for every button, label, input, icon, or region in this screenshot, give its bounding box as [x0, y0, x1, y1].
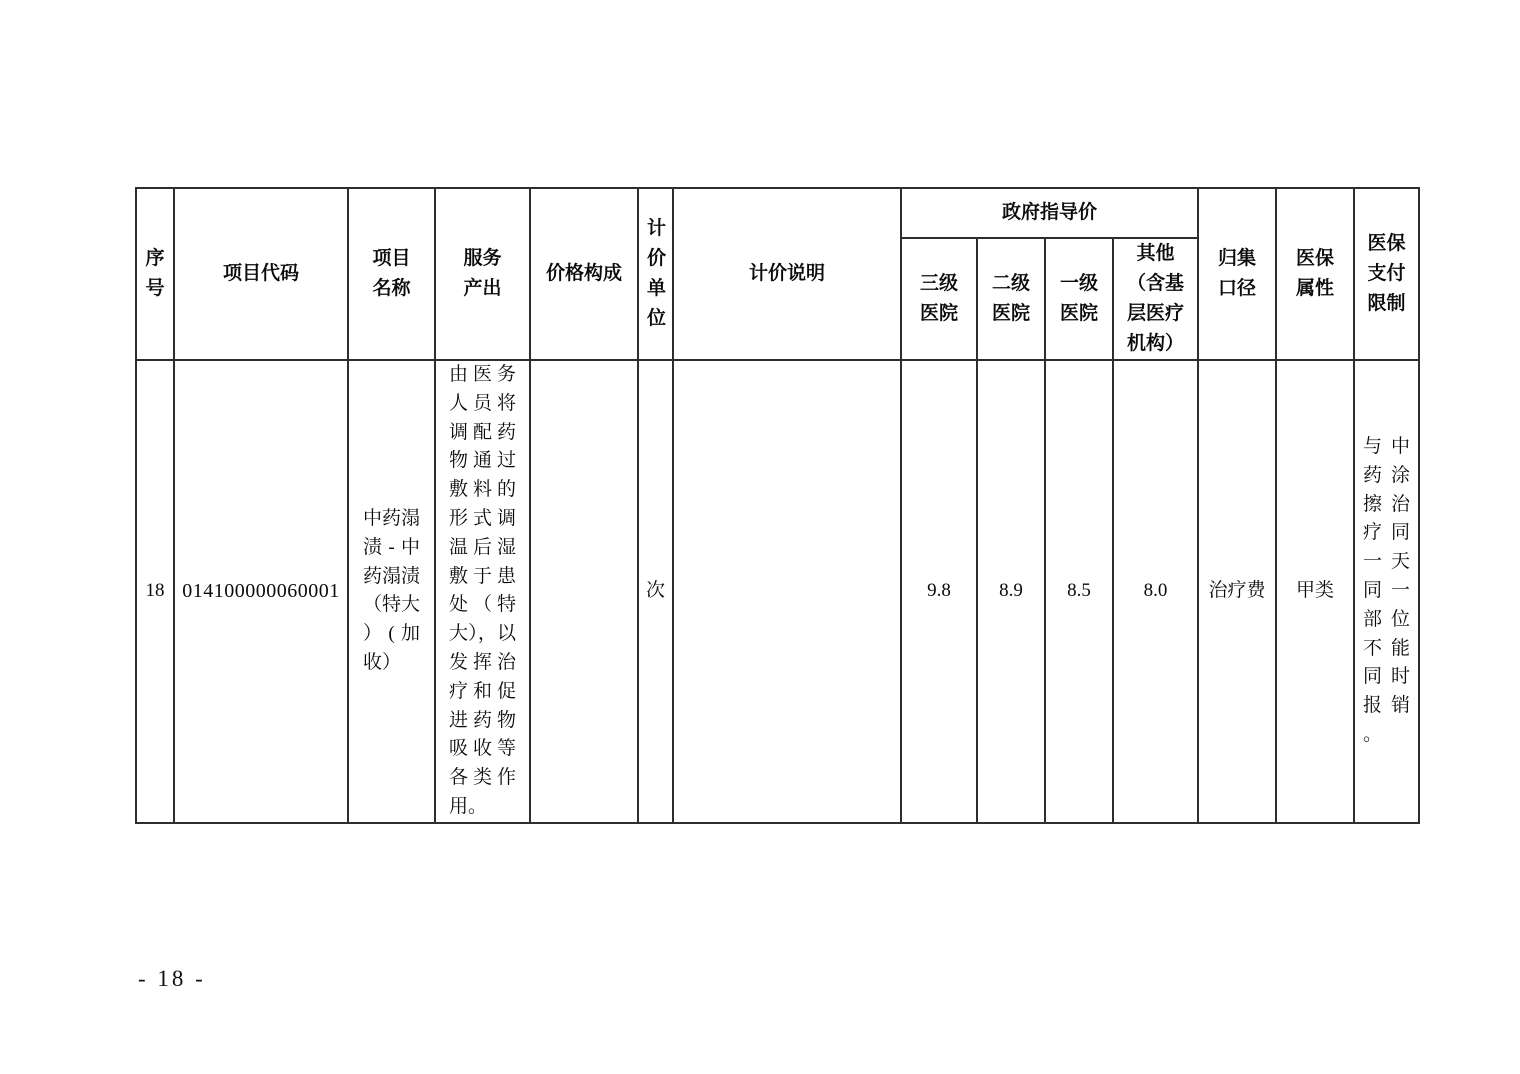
cell-project-code: 014100000060001 [174, 360, 348, 823]
cell-other-price: 8.0 [1113, 360, 1198, 823]
header-project-name: 项目名称 [348, 188, 435, 360]
cell-project-name: 中药溻渍-中药溻渍（特大）(加收） [348, 360, 435, 823]
header-tier1-hospital: 一级医院 [1045, 238, 1113, 360]
cell-tier1-price: 8.5 [1045, 360, 1113, 823]
header-gov-guide-price: 政府指导价 [901, 188, 1198, 238]
header-tier3-hospital: 三级医院 [901, 238, 977, 360]
header-pricing-description: 计价说明 [673, 188, 901, 360]
page-number: - 18 - [138, 966, 206, 991]
header-insurance-payment-limit: 医保支付限制 [1354, 188, 1419, 360]
cell-pricing-unit: 次 [638, 360, 673, 823]
cell-tier3-price: 9.8 [901, 360, 977, 823]
cell-tier2-price: 8.9 [977, 360, 1045, 823]
header-pricing-unit: 计价单位 [638, 188, 673, 360]
header-project-code: 项目代码 [174, 188, 348, 360]
header-tier2-hospital: 二级医院 [977, 238, 1045, 360]
header-service-output: 服务产出 [435, 188, 530, 360]
table-row [136, 360, 1419, 823]
cell-pricing-description [673, 360, 901, 823]
header-insurance-attribute: 医保属性 [1276, 188, 1354, 360]
cell-serial: 18 [136, 360, 174, 823]
header-other-hospital: 其他（含基层医疗机构） [1113, 238, 1198, 360]
header-price-composition: 价格构成 [530, 188, 638, 360]
medical-service-price-table [135, 187, 1420, 824]
cell-service-output: 由医务人员将调配药物通过敷料的形式调温后湿敷于患处（特大），以发挥治疗和促进药物吸收等各类作用。 [435, 360, 530, 823]
cell-insurance-attribute: 甲类 [1276, 360, 1354, 823]
cell-insurance-payment-limit: 与中药涂擦治疗同一天同一部位不能同时报销。 [1354, 360, 1419, 823]
header-collection-category: 归集口径 [1198, 188, 1276, 360]
header-serial: 序号 [136, 188, 174, 360]
cell-collection-category: 治疗费 [1198, 360, 1276, 823]
cell-price-composition [530, 360, 638, 823]
header-row-top [136, 188, 1419, 238]
